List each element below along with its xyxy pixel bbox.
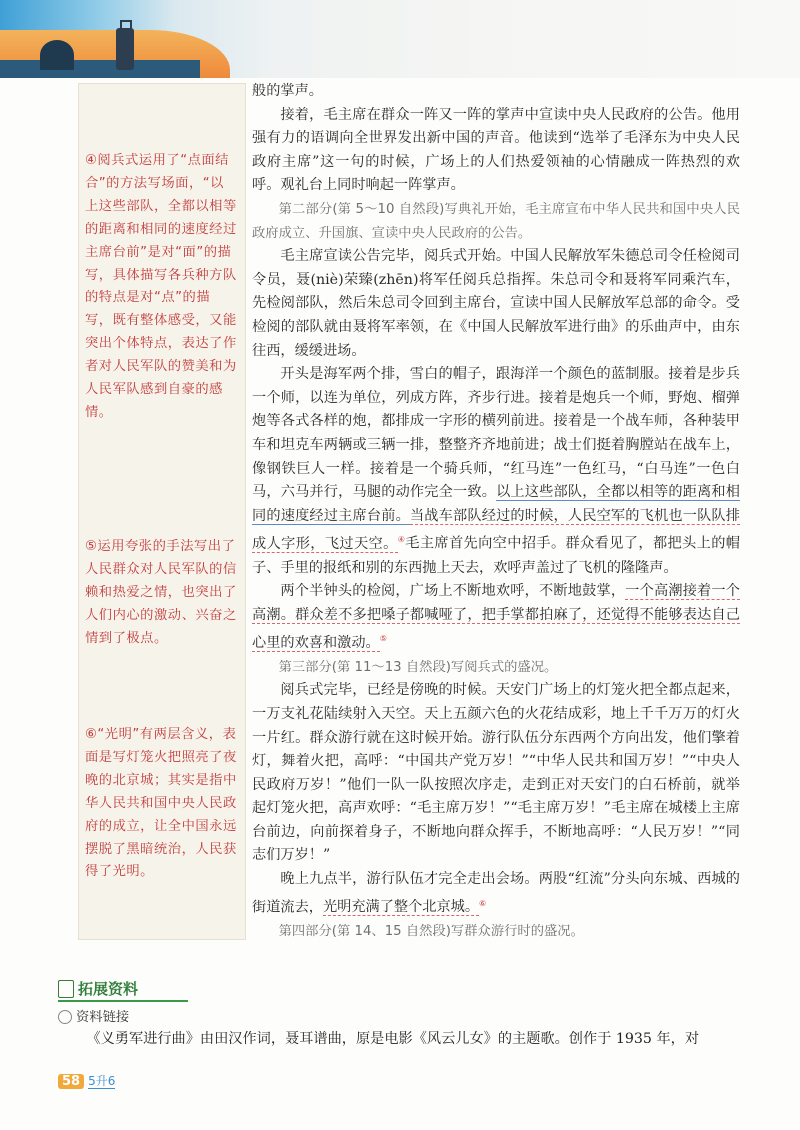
- annotation-note-6: ⑥“光明”有两层含义，表面是写灯笼火把照亮了夜晚的北京城；其实是指中华人民共和国中央人民政府的成立，让全中国永远摆脱了黑暗统治，人民获得了光明。: [85, 727, 237, 880]
- section-summary: 第四部分(第 14、15 自然段)写群众游行时的盛况。: [278, 923, 584, 939]
- paragraph: 毛主席宣读公告完毕，阅兵式开始。中国人民解放军朱德总司令任检阅司令员，聂(niè)荣臻(zhēn)将军任阅兵总指挥。朱总司令和聂将军同乘汽车，先检阅部队，然后朱总司令回到主席台，宣读中国人民解放军总部的命令。受检阅的部队就由聂将军率领，在《中国人民解放军进行曲》的乐曲声中，由东往西，缓缓进场。: [252, 248, 740, 359]
- paragraph: 两个半钟头的检阅，广场上不断地欢呼，不断地鼓掌，一个高潮接着一个高潮。群众差不多把嗓子都喊哑了，把手掌都拍麻了，还觉得不能够表达自己心里的欢喜和激动。⑤: [252, 583, 740, 652]
- paragraph: 般的掌声。: [252, 83, 323, 99]
- section-summary: 第二部分(第 5～10 自然段)写典礼开始，毛主席宣布中华人民共和国中央人民政府成立、升国旗、宣读中央人民政府的公告。: [252, 201, 740, 241]
- paragraph: 开头是海军两个排，雪白的帽子，跟海洋一个颜色的蓝制服。接着是步兵一个师，以连为单位，列成方阵，齐步行进。接着是炮兵一个师，野炮、榴弹炮等各式各样的炮，都排成一字形的横列前进。接着是一个战车师，各种装甲车和坦克车两辆或三辆一排，整整齐齐地前进；战士们挺着胸膛站在战车上，像钢铁巨人一样。接着是一个骑兵师，“红马连”一色红马，“白马连”一色白马，六马并行，马腿的动作完全一致。以上这些部队，全都以相等的距离和相同的速度经过主席台前。当战车部队经过的时候，人民空军的飞机也一队队排成人字形，飞过天空。④毛主席首先向空中招手。群众看见了，都把头上的帽子、手里的报纸和别的东西抛上天去，欢呼声盖过了飞机的隆隆声。: [252, 366, 740, 576]
- main-text: [252, 80, 740, 944]
- note-marker: ⑥: [479, 898, 487, 908]
- paragraph: 阅兵式完毕，已经是傍晚的时候。天安门广场上的灯笼火把全都点起来，一万支礼花陆续射入天空。天上五颜六色的火花结成彩，地上千千万万的灯火一片红。群众游行就在这时候开始。游行队伍分东西两个方向出发，他们擎着灯，舞着火把，高呼：“中国共产党万岁！”“中华人民共和国万岁！”“中央人民政府万岁！”他们一队一队按照次序走，走到正对天安门的白石桥前，就举起灯笼火把，高声欢呼：“毛主席万岁！”“毛主席万岁！”毛主席在城楼上主席台前边，向前探着身子，不断地向群众挥手，不断地高呼：“人民万岁！”“同志们万岁！”: [252, 682, 740, 864]
- section-summary: 第三部分(第 11～13 自然段)写阅兵式的盛况。: [278, 659, 558, 675]
- annotation-note-5: ⑤运用夸张的手法写出了人民群众对人民军队的信赖和热爱之情，也突出了人们内心的激动、兴奋之情到了极点。: [85, 539, 237, 646]
- note-marker: ⑤: [379, 634, 387, 644]
- header-banner: [0, 0, 800, 78]
- note-marker: ④: [397, 535, 406, 545]
- extension-heading: 拓展资料: [58, 978, 138, 1002]
- page-footer: [58, 1070, 140, 1090]
- document-icon: [58, 980, 74, 998]
- link-icon: [58, 1010, 72, 1024]
- paragraph: 接着，毛主席在群众一阵又一阵的掌声中宣读中央人民政府的公告。他用强有力的语调向全世界发出新中国的声音。他读到“选举了毛泽东为中央人民政府主席”这一句的时候，广场上的人们热爱领袖的心情融成一阵热烈的欢呼。观礼台上同时响起一阵掌声。: [252, 106, 740, 194]
- resource-link-label: 资料链接: [58, 1006, 129, 1025]
- suitcase-icon: [116, 28, 134, 70]
- paragraph: 《义勇军进行曲》由田汉作词，聂耳谱曲，原是电影《风云儿女》的主题歌。创作于 1935 年，对: [86, 1031, 700, 1047]
- annotation-sidebar: [78, 83, 246, 940]
- banner-ground: [0, 60, 200, 78]
- grade-label: 5升6: [88, 1074, 116, 1088]
- annotation-note-4: ④阅兵式运用了“点面结合”的方法写场面，“以上这些部队，全都以相等的距离和相同的速度经过主席台前”是对“面”的描写，具体描写各兵种方队的特点是对“点”的描写，既有整体感受，又能突出个体特点，表达了作者对人民军队的赞美和为人民军队感到自豪的感情。: [85, 153, 237, 420]
- page-number: 58: [58, 1074, 84, 1089]
- paragraph: 晚上九点半，游行队伍才完全走出会场。两股“红流”分头向东城、西城的街道流去，光明充满了整个北京城。⑥: [252, 871, 740, 916]
- heading-underline: [58, 1000, 188, 1002]
- tree-icon: [40, 40, 74, 70]
